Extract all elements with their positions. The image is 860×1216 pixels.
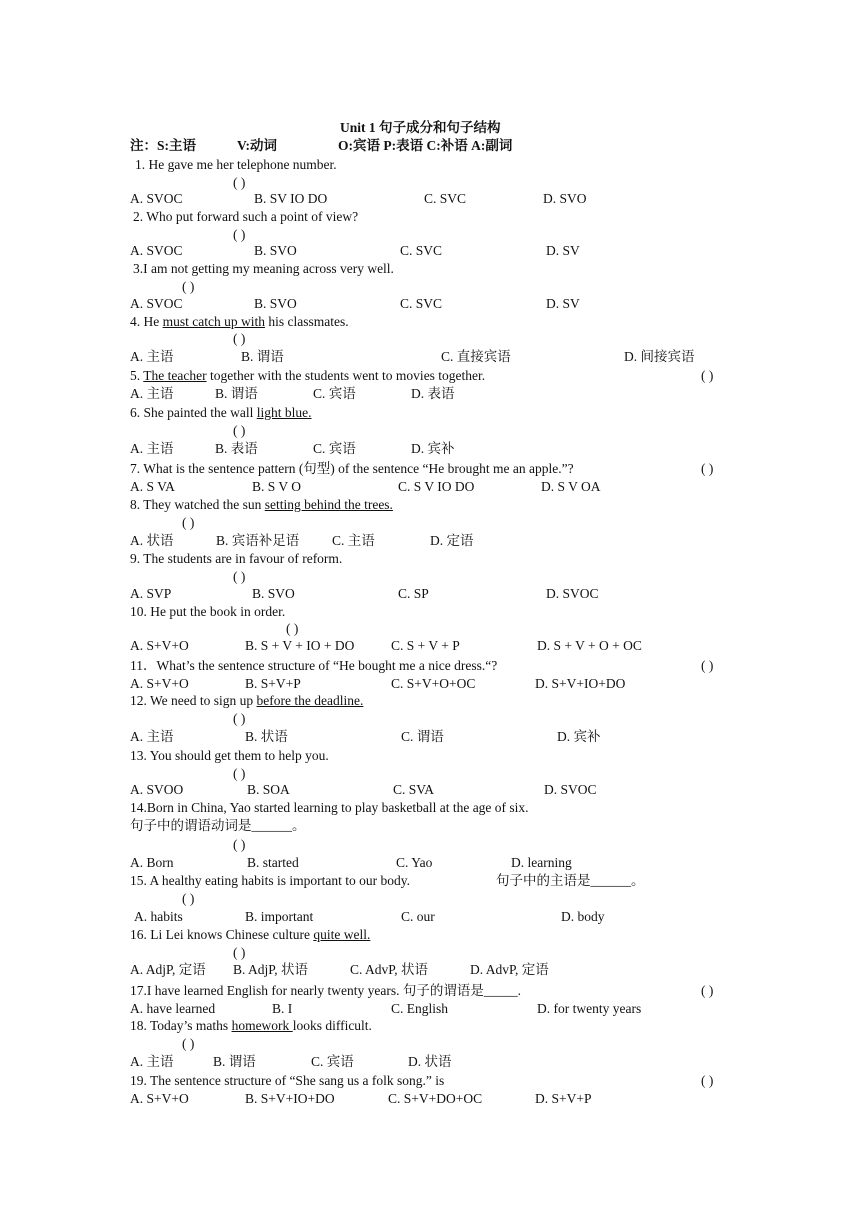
question-3-text: 3.I am not getting my meaning across very well. (133, 261, 394, 276)
option-b: B. 谓语 (215, 386, 258, 401)
question-text: looks difficult. (292, 1018, 372, 1033)
question-15-text: 15. A healthy eating habits is important to our body. (130, 873, 410, 888)
option-a: A. S+V+O (130, 1091, 189, 1106)
option-a: A. 主语 (130, 386, 174, 401)
question-18-text (130, 1018, 372, 1034)
option-a: A. 主语 (130, 1054, 174, 1069)
answer-paren: ( ) (233, 423, 246, 438)
question-5-text (130, 368, 485, 384)
option-c: C. 谓语 (401, 729, 444, 744)
option-a: A. 主语 (130, 441, 174, 456)
option-d: D. SVO (543, 191, 587, 206)
option-b: B. 宾语补足语 (216, 533, 300, 548)
option-b: B. I (272, 1001, 293, 1016)
option-b: B. S+V+P (245, 676, 301, 691)
answer-paren: ( ) (233, 569, 246, 584)
option-b: B. SVO (254, 243, 297, 258)
option-c: C. S+V+O+OC (391, 676, 476, 691)
question-text: his classmates. (264, 314, 349, 329)
option-c: C. S+V+DO+OC (388, 1091, 483, 1106)
option-b: B. SOA (247, 782, 290, 797)
answer-paren: ( ) (233, 331, 246, 346)
option-d: D. S + V + O + OC (537, 638, 642, 653)
question-14-prompt: 句子中的谓语动词是______。 (130, 818, 306, 833)
question-9-text: 9. The students are in favour of reform. (130, 551, 343, 566)
answer-paren: ( ) (233, 175, 246, 190)
option-c: C. SP (398, 586, 429, 601)
option-b: B. important (245, 909, 314, 924)
question-12-text (130, 693, 363, 709)
question-1-text: 1. He gave me her telephone number. (135, 157, 337, 172)
option-b: B. SVO (252, 586, 295, 601)
option-a: A. SVOC (130, 296, 183, 311)
underlined-phrase: quite well. (313, 927, 371, 942)
option-d: D. 定语 (430, 533, 474, 548)
underlined-phrase: homework (231, 1018, 293, 1033)
underlined-phrase: setting behind the trees. (264, 497, 393, 512)
question-text: 4. He (130, 314, 163, 329)
answer-paren: ( ) (286, 621, 299, 636)
answer-paren: ( ) (701, 461, 714, 476)
question-2-text: 2. Who put forward such a point of view? (133, 209, 359, 224)
option-d: D. SV (546, 296, 580, 311)
option-a: A. 主语 (130, 349, 174, 364)
answer-paren: ( ) (182, 891, 195, 906)
option-b: B. S+V+IO+DO (245, 1091, 335, 1106)
option-d: D. S+V+P (535, 1091, 592, 1106)
question-text: 8. They watched the sun (130, 497, 265, 512)
option-a: A. S+V+O (130, 676, 189, 691)
option-a: A. SVOC (130, 243, 183, 258)
question-text: together with the students went to movies together. (206, 368, 486, 383)
question-text: 5. (130, 368, 144, 383)
option-a: A. AdjP, 定语 (130, 962, 206, 977)
question-text: 6. She painted the wall (130, 405, 257, 420)
option-c: C. 宾语 (313, 441, 356, 456)
question-16-text (130, 927, 370, 943)
option-a: A. 主语 (130, 729, 174, 744)
answer-paren: ( ) (701, 368, 714, 383)
option-a: A. SVOC (130, 191, 183, 206)
option-a: A. 状语 (130, 533, 174, 548)
answer-paren: ( ) (233, 766, 246, 781)
option-a: A. SVOO (130, 782, 184, 797)
option-b: B. 谓语 (241, 349, 284, 364)
question-8-text (130, 497, 393, 513)
underlined-phrase: must catch up with (162, 314, 265, 329)
option-d: D. SV (546, 243, 580, 258)
option-c: C. SVC (424, 191, 467, 206)
option-d: D. 宾补 (411, 441, 455, 456)
option-d: D. for twenty years (537, 1001, 642, 1016)
option-d: D. learning (511, 855, 572, 870)
option-b: B. started (247, 855, 299, 870)
question-15-prompt: 句子中的主语是______。 (496, 873, 645, 888)
question-14-text: 14.Born in China, Yao started learning to play basketball at the age of six. (130, 800, 529, 815)
option-c: C. 主语 (332, 533, 375, 548)
option-d: D. 间接宾语 (624, 349, 695, 364)
option-d: D. S V OA (541, 479, 601, 494)
option-c: C. English (391, 1001, 449, 1016)
answer-paren: ( ) (701, 1073, 714, 1088)
option-c: C. S V IO DO (398, 479, 475, 494)
option-a: A. SVP (130, 586, 172, 601)
option-b: B. S + V + IO + DO (245, 638, 355, 653)
note-s: S:主语 (157, 138, 197, 153)
option-c: C. Yao (396, 855, 433, 870)
question-4-text (130, 314, 349, 330)
option-c: C. our (401, 909, 435, 924)
option-d: D. S+V+IO+DO (535, 676, 626, 691)
question-text: 16. Li Lei knows Chinese culture (130, 927, 314, 942)
answer-paren: ( ) (233, 227, 246, 242)
option-a: A. have learned (130, 1001, 216, 1016)
option-c: C. 宾语 (313, 386, 356, 401)
option-c: C. 宾语 (311, 1054, 354, 1069)
option-b: B. S V O (252, 479, 302, 494)
option-d: D. 宾补 (557, 729, 601, 744)
question-text: 12. We need to sign up (130, 693, 257, 708)
option-c: C. AdvP, 状语 (350, 962, 429, 977)
note-rest: O:宾语 P:表语 C:补语 A:副词 (338, 138, 513, 153)
underlined-phrase: The teacher (143, 368, 207, 383)
option-c: C. S + V + P (391, 638, 460, 653)
question-6-text (130, 405, 311, 421)
option-d: D. AdvP, 定语 (470, 962, 549, 977)
question-text: 18. Today’s maths (130, 1018, 232, 1033)
underlined-phrase: before the deadline. (256, 693, 364, 708)
option-c: C. SVA (393, 782, 435, 797)
option-b: B. 谓语 (213, 1054, 256, 1069)
answer-paren: ( ) (233, 711, 246, 726)
option-d: D. 表语 (411, 386, 455, 401)
option-a: A. S VA (130, 479, 175, 494)
answer-paren: ( ) (233, 837, 246, 852)
option-c: C. SVC (400, 296, 443, 311)
option-d: D. 状语 (408, 1054, 452, 1069)
underlined-phrase: light blue. (256, 405, 312, 420)
page-title: Unit 1 句子成分和句子结构 (340, 120, 501, 135)
option-b: B. 状语 (245, 729, 288, 744)
question-10-text: 10. He put the book in order. (130, 604, 286, 619)
option-a: A. habits (134, 909, 183, 924)
option-a: A. S+V+O (130, 638, 189, 653)
question-17-text: 17.I have learned English for nearly twenty years. 句子的谓语是_____. (130, 983, 522, 998)
question-13-text: 13. You should get them to help you. (130, 748, 329, 763)
option-b: B. AdjP, 状语 (233, 962, 309, 977)
answer-paren: ( ) (233, 945, 246, 960)
option-d: D. SVOC (546, 586, 599, 601)
option-d: D. SVOC (544, 782, 597, 797)
answer-paren: ( ) (701, 983, 714, 998)
note-prefix (130, 138, 196, 154)
option-c: C. 直接宾语 (441, 349, 511, 364)
question-11-text: 11．What’s the sentence structure of “He bought me a nice dress.“? (130, 658, 498, 673)
option-b: B. SVO (254, 296, 297, 311)
answer-paren: ( ) (182, 279, 195, 294)
answer-paren: ( ) (701, 658, 714, 673)
option-d: D. body (561, 909, 605, 924)
question-7-text: 7. What is the sentence pattern (句型) of the sentence “He brought me an apple.”? (130, 461, 574, 476)
option-a: A. Born (130, 855, 174, 870)
option-c: C. SVC (400, 243, 443, 258)
note-label: 注： (130, 138, 157, 153)
note-v: V:动词 (237, 138, 278, 153)
option-b: B. SV IO DO (254, 191, 328, 206)
option-b: B. 表语 (215, 441, 258, 456)
answer-paren: ( ) (182, 515, 195, 530)
answer-paren: ( ) (182, 1036, 195, 1051)
question-19-text: 19. The sentence structure of “She sang us a folk song.” is (130, 1073, 445, 1088)
